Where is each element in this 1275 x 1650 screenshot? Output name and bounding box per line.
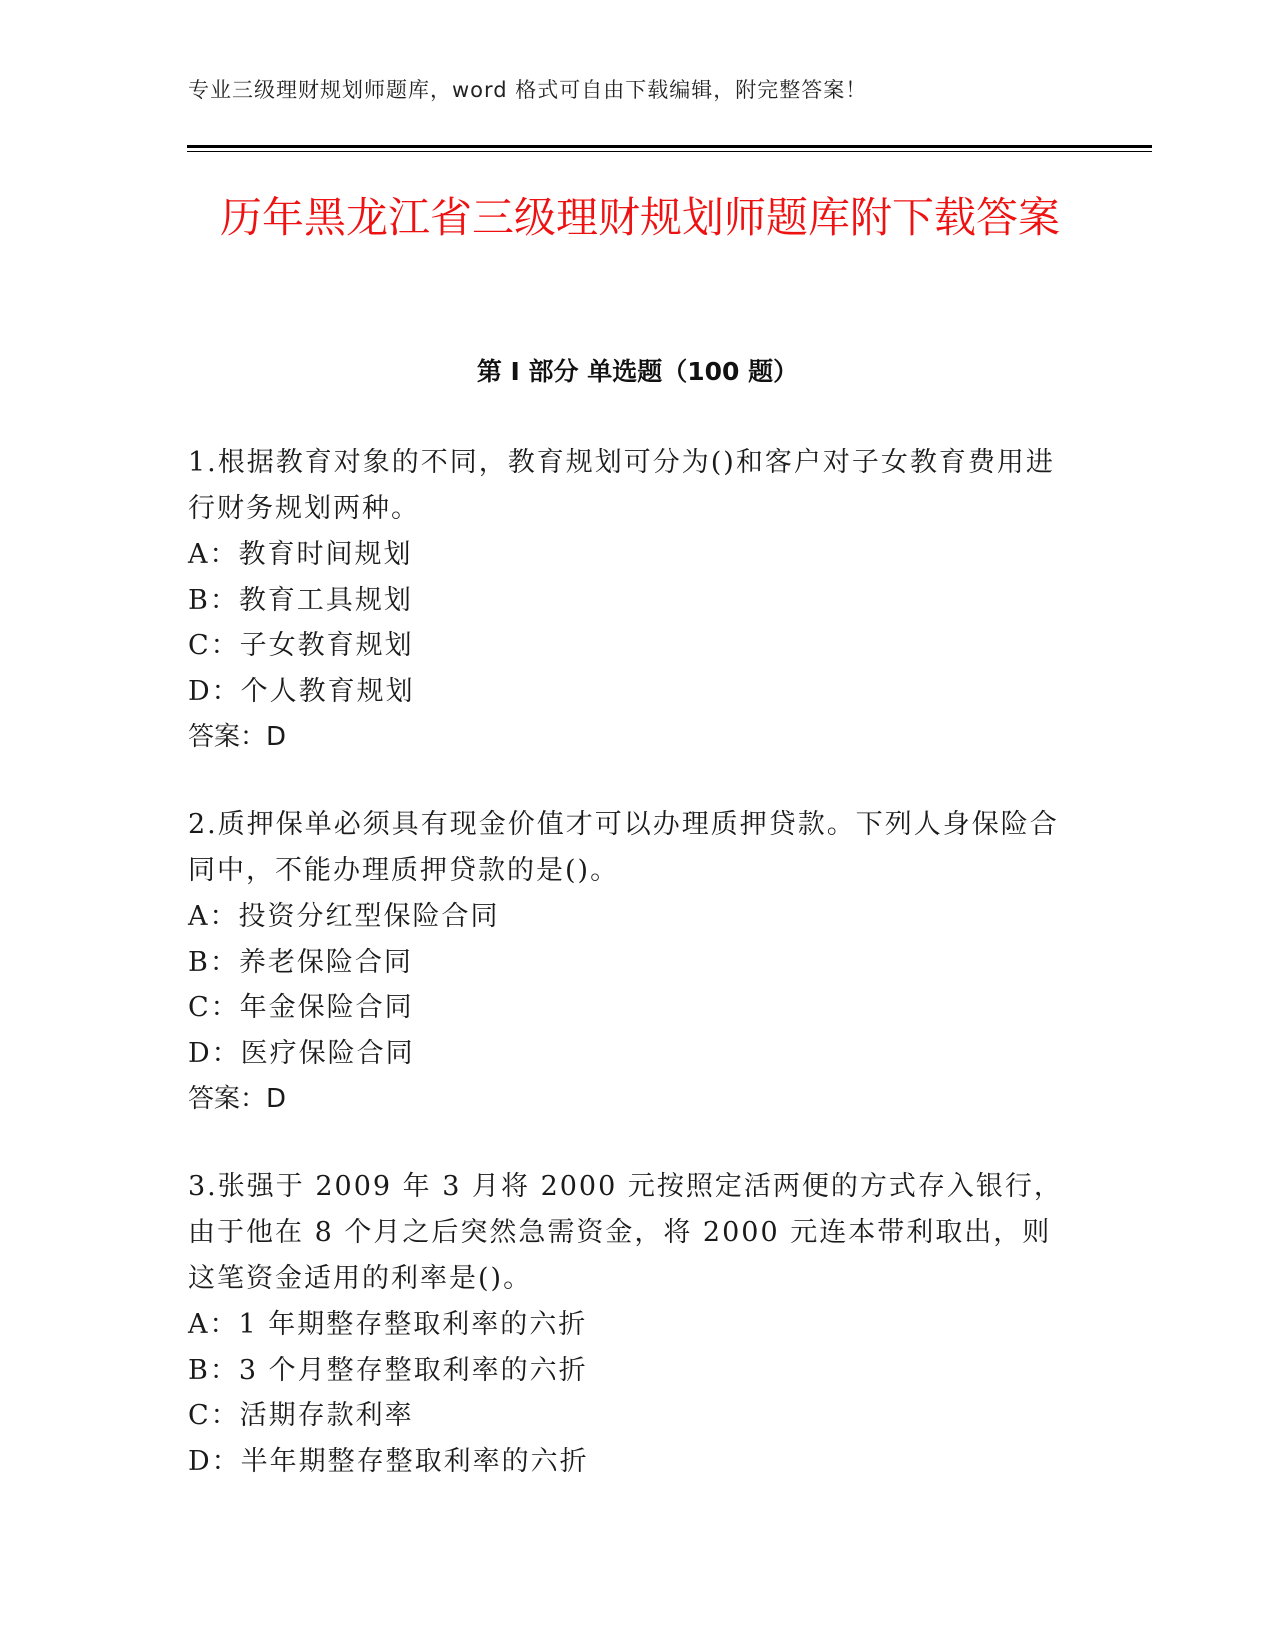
- option-b: B：教育工具规划: [188, 584, 413, 616]
- option-c: C：子女教育规划: [188, 630, 414, 661]
- document-title: 历年黑龙江省三级理财规划师题库附下载答案: [219, 193, 1060, 242]
- section-heading: 第 I 部分 单选题（100 题）: [476, 357, 799, 386]
- option-b: B：养老保险合同: [188, 946, 413, 978]
- question-stem: 3.张强于 2009 年 3 月将 2000 元按照定活两便的方式存入银行，由于他在 8 个月之后突然急需资金，将 2000 元连本带利取出，则这笔资金适用的利率是()。: [188, 1171, 1063, 1294]
- option-c: C：年金保险合同: [188, 992, 414, 1023]
- question-stem: 2.质押保单必须具有现金价值才可以办理质押贷款。下列人身保险合同中，不能办理质押贷款的是()。: [188, 809, 1059, 886]
- header-note: 专业三级理财规划师题库，word 格式可自由下载编辑，附完整答案！: [188, 78, 868, 102]
- answer: 答案：D: [188, 722, 287, 752]
- question-1: [188, 440, 1068, 760]
- option-a: A：教育时间规划: [188, 539, 413, 570]
- question-3: [188, 1164, 1068, 1484]
- option-d: D：半年期整存整取利率的六折: [188, 1445, 589, 1477]
- question-stem: 1.根据教育对象的不同，教育规划可分为()和客户对子女教育费用进行财务规划两种。: [188, 447, 1055, 524]
- option-a: A：1 年期整存整取利率的六折: [188, 1309, 588, 1340]
- question-2: [188, 802, 1068, 1122]
- header-divider-thick: [187, 145, 1152, 148]
- option-d: D：个人教育规划: [188, 675, 415, 707]
- header-divider-thin: [187, 151, 1152, 152]
- option-a: A：投资分红型保险合同: [188, 901, 500, 932]
- option-c: C：活期存款利率: [188, 1400, 414, 1431]
- option-b: B：3 个月整存整取利率的六折: [188, 1354, 588, 1386]
- option-d: D：医疗保险合同: [188, 1037, 415, 1069]
- answer: 答案：D: [188, 1084, 287, 1114]
